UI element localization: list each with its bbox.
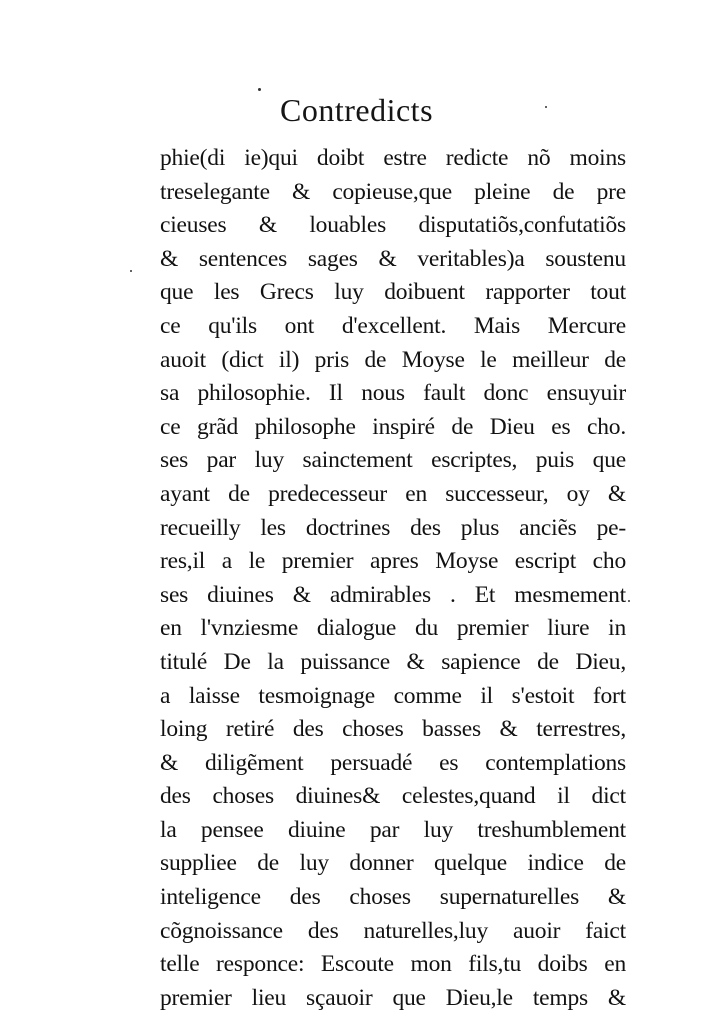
text-line: ses par luy sainctement escriptes, puis que xyxy=(160,447,626,474)
text-line: premier lieu sçauoir que Dieu,le temps & xyxy=(160,984,626,1011)
text-line: a laisse tesmoignage comme il s'estoit fort xyxy=(160,682,626,709)
scan-speck xyxy=(545,106,547,108)
text-line: que les Grecs luy doibuent rapporter tout xyxy=(160,279,626,306)
text-line: en l'vnziesme dialogue du premier liure in xyxy=(160,615,626,642)
text-line: ayant de predecesseur en successeur, oy & xyxy=(160,480,626,507)
scan-speck xyxy=(258,88,261,91)
text-line: recueilly les doctrines des plus anciẽs pe- xyxy=(160,514,626,541)
text-line: la pensee diuine par luy treshumblement xyxy=(160,816,626,843)
scan-speck xyxy=(628,600,630,602)
text-line: loing retiré des choses basses & terrestres, xyxy=(160,716,626,743)
body-text xyxy=(160,142,626,1015)
text-line: cieuses & louables disputatiõs,confutatiõs xyxy=(160,212,626,239)
text-line: & sentences sages & veritables)a soustenu xyxy=(160,245,626,272)
text-line: suppliee de luy donner quelque indice de xyxy=(160,850,626,877)
text-line: & diligẽment persuadé es contemplations xyxy=(160,749,626,776)
running-head: Contredicts xyxy=(279,92,434,128)
text-line: auoit (dict il) pris de Moyse le meilleur de xyxy=(160,346,626,373)
text-line: inteligence des choses supernaturelles & xyxy=(160,884,626,911)
text-line: telle responce: Escoute mon fils,tu doibs en xyxy=(160,951,626,978)
text-line: treselegante & copieuse,que pleine de pre xyxy=(160,178,626,205)
text-line: sa philosophie. Il nous fault donc ensuyuir xyxy=(160,380,626,407)
text-line: res,il a le premier apres Moyse escript cho xyxy=(160,548,626,575)
text-line: des choses diuines& celestes,quand il dict xyxy=(160,783,626,810)
text-line: phie(di ie)qui doibt estre redicte nõ moins xyxy=(160,145,626,171)
text-line: ses diuines & admirables . Et mesmement xyxy=(160,581,626,608)
text-line: ce grãd philosophe inspiré de Dieu es cho. xyxy=(160,413,626,440)
text-line: titulé De la puissance & sapience de Dieu, xyxy=(160,648,626,675)
text-line: ce qu'ils ont d'excellent. Mais Mercure xyxy=(160,312,626,339)
scan-speck xyxy=(130,270,132,272)
text-line: cõgnoissance des naturelles,luy auoir faict xyxy=(160,917,626,944)
